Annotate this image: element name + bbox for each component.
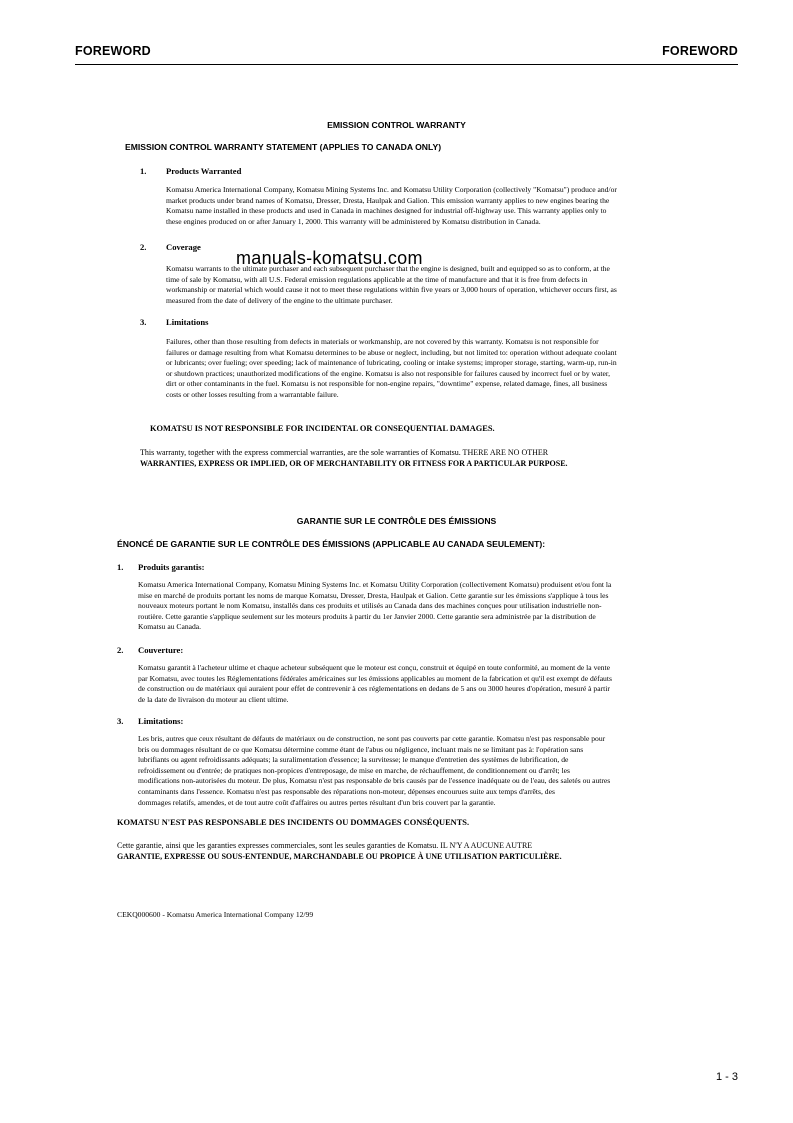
en-section-3-heading: Limitations — [166, 317, 209, 327]
en-section-2-text — [166, 264, 697, 306]
text-line: costs or other losses resulting from a warrantable failure. — [166, 389, 339, 399]
text-line: modifications non-autorisées du moteur. De plus, Komatsu n'est pas responsable de bris causés par de l'essence inadéquate ou de l'eau, des saletés ou autres — [138, 776, 611, 786]
text-line: dommages relatifs, amendes, et de tout autre coût d'affaires ou autres pertes résultant d'un bris couvert par la garantie. — [138, 797, 496, 807]
text-line: contaminants dans l'essence. Komatsu n'est pas responsable des réparations non-moteur, dépenses encourues suite aux temps d'arrêts, des — [138, 786, 555, 796]
text-line: de la date de livraison du moteur au client ultime. — [138, 694, 289, 704]
text-line: routière. Cette garantie s'applique seulement sur les moteurs produits à partir du 1er Janvier 2000. Cette garantie sera administrée par la distribution de — [138, 611, 596, 621]
text-line: lubrifiants ou agent refroidissants adéquats; la suralimentation d'essence; la survitesse; le manque d'entretien des systèmes de lubrification, de — [138, 755, 569, 765]
text-line: time of sale by Komatsu, with all U.S. Federal emission regulations applicable at the time of manufacture and that it is free from defects in — [166, 274, 588, 284]
fr-section-1-heading: Produits garantis: — [138, 562, 205, 572]
text-line: Les bris, autres que ceux résultant de défauts de matériaux ou de construction, ne sont pas couverts par cette garantie. Komatsu n'est pas responsable pour — [138, 734, 606, 743]
text-line: dirt or other contaminants in the fuel. Komatsu is not responsible for non-engine repairs, "downtime" expense, related damage, fines, all business — [166, 379, 608, 389]
fr-closing — [117, 840, 697, 862]
en-section-1-number: 1. — [140, 166, 147, 176]
text-line: Komatsu America International Company, Komatsu Mining Systems Inc. and Komatsu Utility Corporation (collectively "Komatsu") produce and/or — [166, 185, 617, 194]
text-line: Komatsu warrants to the ultimate purchaser and each subsequent purchaser that the engine is designed, built and equipped so as to conform, at the — [166, 264, 610, 273]
text-line: This warranty, together with the express commercial warranties, are the sole warranties of Komatsu. THERE ARE NO OTHER — [140, 448, 549, 457]
text-line: Komatsu garantit à l'acheteur ultime et chaque acheteur subséquent que le moteur est conçu, construit et équipé en toute conformité, au moment de la vente — [138, 663, 611, 672]
text-line: bris ou dommages résultant de ce que Komatsu détermine comme étant de l'abus ou négligence, incluant mais ne se limitant pas à: l'opération sans — [138, 744, 584, 754]
text-line: or shutdown practices; unauthorized modifications of the engine. Komatsu is also not responsible for failures caused by incorrect fuel or by water, — [166, 368, 611, 378]
text-line: Komatsu name installed in these products and used in Canada in machines designed for industrial off-highway use. This warranty applies only to — [166, 206, 607, 216]
text-line: or lubricants; over fueling; over speeding; lack of maintenance of lubricating, cooling or intake systems; improper storage, starting, warm-up, run-in — [166, 358, 617, 368]
fr-section-3-heading: Limitations: — [138, 716, 184, 726]
fr-disclaimer: KOMATSU N'EST PAS RESPONSABLE DES INCIDENTS OU DOMMAGES CONSÉQUENTS. — [117, 818, 470, 827]
text-line: par Komatsu, avec toutes les Réglementations fédérales américaines sur les émissions applicables au moment de la fabrication et qu'il est exempt de défauts — [138, 673, 612, 683]
text-line: Cette garantie, ainsi que les garanties expresses commerciales, sont les seules garanties de Komatsu. IL N'Y A AUCUNE AUTRE — [117, 841, 533, 850]
text-line: Failures, other than those resulting from defects in materials or workmanship, are not covered by this warranty. Komatsu is not responsible for — [166, 337, 599, 346]
en-section-3-number: 3. — [140, 317, 147, 327]
header-right-title: FOREWORD — [662, 44, 738, 58]
en-disclaimer: KOMATSU IS NOT RESPONSIBLE FOR INCIDENTAL OR CONSEQUENTIAL DAMAGES. — [150, 424, 495, 433]
en-closing — [140, 447, 697, 469]
page-number: 1 - 3 — [715, 1071, 738, 1083]
english-title: EMISSION CONTROL WARRANTY — [327, 120, 466, 130]
en-section-2-heading: Coverage — [166, 242, 201, 252]
en-section-1-heading: Products Warranted — [166, 166, 242, 176]
text-line: failures or damage resulting from what Komatsu determines to be abuse or neglect, including, but not limited to: operation without adequate coolant — [166, 347, 617, 357]
text-line: measured from the date of delivery of the engine to the ultimate purchaser. — [166, 295, 393, 305]
text-line: refroidissement ou d'entrée; de pratiques non-propices d'entreposage, de mise en marche, de réchauffement, de conditionnement ou d'arrêt; les — [138, 765, 571, 775]
document-reference: CEKQ000600 - Komatsu America International Company 12/99 — [117, 910, 314, 919]
text-line: market products under brand names of Komatsu, Dresser, Dresta, Haulpak and Galion. This emission warranty applies to new engines bearing the — [166, 195, 610, 205]
text-line: WARRANTIES, EXPRESS OR IMPLIED, OR OF MERCHANTABILITY OR FITNESS FOR A PARTICULAR PURPOSE. — [140, 459, 568, 468]
header-left-title: FOREWORD — [75, 44, 151, 58]
fr-section-3-number: 3. — [117, 716, 124, 726]
text-line: GARANTIE, EXPRESSE OU SOUS-ENTENDUE, MARCHANDABLE OU PROPICE À UNE UTILISATION PARTICULIÈRE. — [117, 852, 562, 861]
header-rule — [75, 64, 738, 65]
en-section-1-text — [166, 185, 697, 227]
text-line: these engines produced on or after January 1, 2000. This warranty will be administered by Komatsu distribution in Canada. — [166, 216, 541, 226]
text-line: workmanship or material which would cause it not to meet these regulations within five years or 3,000 hours of operation, whichever occurs first, as — [166, 285, 617, 295]
english-subtitle: EMISSION CONTROL WARRANTY STATEMENT (APPLIES TO CANADA ONLY) — [125, 142, 442, 152]
text-line: mise en marché de produits portant les noms de marque Komatsu, Dresser, Dresta, Haulpak et Galion. Cette garantie sur les émissions s'applique à tous les — [138, 590, 609, 600]
watermark-text: manuals-komatsu.com — [236, 248, 423, 268]
fr-section-1-number: 1. — [117, 562, 124, 572]
text-line: Komatsu America International Company, Komatsu Mining Systems Inc. et Komatsu Utility Corporation (collectivement Komatsu) produisent et/ou font la — [138, 580, 612, 589]
fr-section-2-heading: Couverture: — [138, 645, 184, 655]
fr-section-2-number: 2. — [117, 645, 124, 655]
french-title: GARANTIE SUR LE CONTRÔLE DES ÉMISSIONS — [296, 516, 497, 526]
french-subtitle: ÉNONCÉ DE GARANTIE SUR LE CONTRÔLE DES ÉMISSIONS (APPLICABLE AU CANADA SEULEMENT): — [117, 539, 546, 549]
text-line: Komatsu au Canada. — [138, 622, 202, 632]
text-line: nouveaux moteurs portant le nom Komatsu, installés dans ces produits et utilisés au Canada dans des machines conçues pour utilisation industrielle non- — [138, 601, 602, 611]
en-section-2-number: 2. — [140, 242, 147, 252]
text-line: de construction ou de matériaux qui auraient pour effet de contrevenir à ces réglementations en dedans de 5 ans ou 3000 heures d'opération, mesuré à partir — [138, 684, 610, 694]
fr-section-3-text — [138, 734, 698, 808]
fr-section-1-text — [138, 580, 698, 633]
fr-section-2-text — [138, 663, 698, 705]
en-section-3-text — [166, 337, 697, 401]
